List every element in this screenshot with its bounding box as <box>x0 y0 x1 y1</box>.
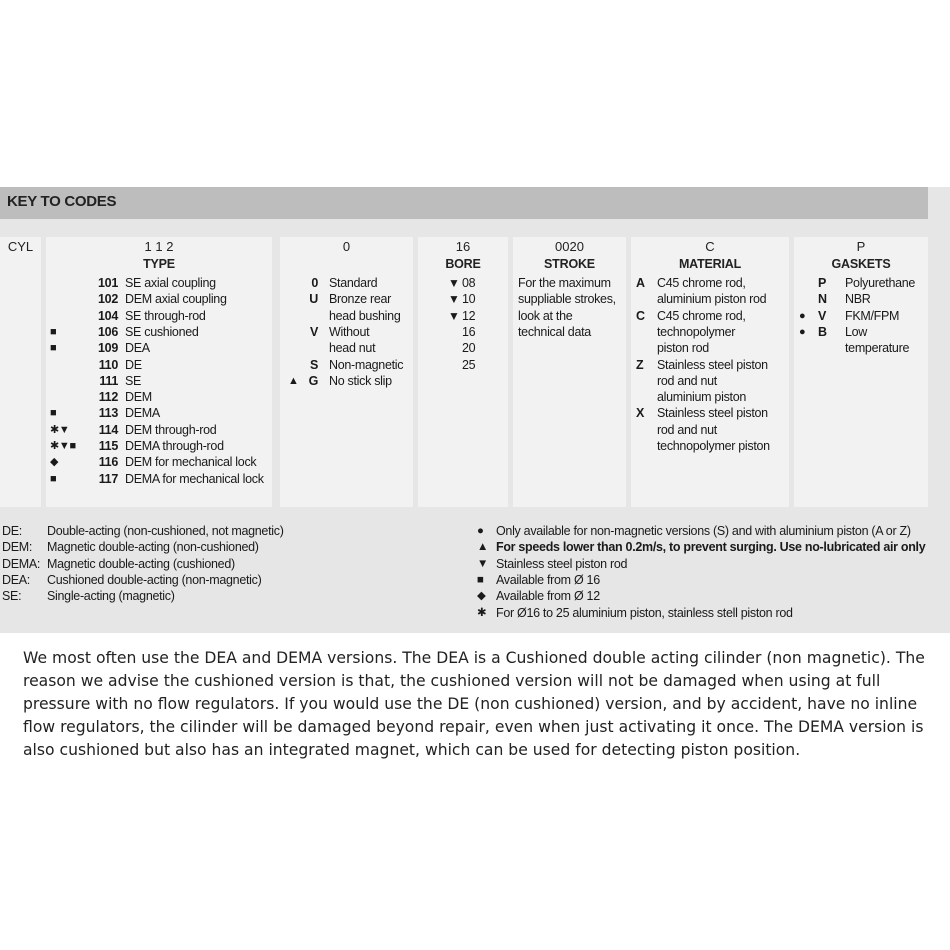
type-item-code: 110 <box>98 357 118 372</box>
type-item-code: 116 <box>98 455 118 470</box>
type-item-desc: SE cushioned <box>125 324 199 339</box>
type-item-code: 114 <box>98 422 118 437</box>
legend-symbol: ■ <box>477 573 484 586</box>
legend-text: Only available for non-magnetic versions (S) and with aluminium piston (A or Z) <box>496 524 911 538</box>
stroke-label: STROKE <box>544 257 595 271</box>
variant-item-code: 0 <box>311 276 318 290</box>
gasket-item-code: P <box>818 276 827 290</box>
type-item-desc: DEM through-rod <box>125 422 217 437</box>
type-item-symbol: ■ <box>50 342 57 355</box>
type-item-symbol: ◆ <box>50 456 59 469</box>
type-item-symbol: ■ <box>50 325 57 338</box>
type-item-desc: SE <box>125 373 142 388</box>
material-item-desc: rod and nut <box>657 422 717 437</box>
type-item-symbol: ✱▼■ <box>50 440 76 452</box>
abbreviation-term: DEA: <box>2 572 30 587</box>
legend-symbol: ✱ <box>477 606 487 619</box>
abbreviation-term: DEM: <box>2 540 33 555</box>
abbreviation-term: SE: <box>2 589 22 604</box>
gasket-item-desc: FKM/FPM <box>845 308 900 323</box>
bore-item-symbol: ▼ <box>448 308 460 323</box>
type-item-desc: DE <box>125 357 142 372</box>
type-item-code: 109 <box>98 341 118 356</box>
type-item-desc: DEM axial coupling <box>125 292 227 307</box>
material-item-code: C <box>636 308 645 323</box>
abbreviation-desc: Magnetic double-acting (cushioned) <box>47 556 235 571</box>
gasket-item-code: N <box>818 292 827 307</box>
type-item-desc: DEA <box>125 341 150 356</box>
legend-text: For Ø16 to 25 aluminium piston, stainless stell piston rod <box>496 605 793 620</box>
gasket-item-code: V <box>818 308 827 323</box>
bore-item-value: 12 <box>462 308 476 323</box>
material-item-desc: technopolymer <box>657 324 736 339</box>
type-item-desc: SE through-rod <box>125 308 206 323</box>
material-item-desc: aluminium piston rod <box>657 292 767 307</box>
type-item-desc: DEMA <box>125 406 160 421</box>
type-item-symbol: ■ <box>50 407 57 420</box>
explanation-note: We most often use the DEA and DEMA versions. The DEA is a Cushioned double acting cilinder (non magnetic). The reason we advise the cushioned version is that, the cushioned version will not be damaged when using at full pressure with no flow regulators. If you would use the DE (non cushioned) version, and by accident, have no inline flow regulators, the cilinder will be damaged beyond repair, even when just activating it once. The DEMA version is also cushioned but also has an integrated magnet, which can be used for detecting piston position. <box>23 649 925 759</box>
material-item-code: X <box>636 406 645 421</box>
variant-item-desc: Standard <box>329 276 378 290</box>
variant-item-desc: No stick slip <box>329 373 392 388</box>
variant-item-code: S <box>309 357 318 372</box>
legend-text: Available from Ø 12 <box>496 589 600 604</box>
material-item-code: Z <box>636 357 644 372</box>
material-item-code: A <box>636 276 645 290</box>
type-item-symbol: ■ <box>50 472 57 485</box>
variant-item-desc: Bronze rear <box>329 292 392 307</box>
type-item-desc: DEMA for mechanical lock <box>125 471 264 486</box>
material-item-desc: C45 chrome rod, <box>657 308 746 323</box>
type-item-desc: DEM for mechanical lock <box>125 455 257 470</box>
bore-item-value: 10 <box>462 292 476 307</box>
type-item-code: 106 <box>98 324 118 339</box>
abbreviation-term: DEMA: <box>2 556 41 571</box>
gasket-item-desc: Low <box>845 324 868 339</box>
material-item-desc: Stainless steel piston <box>657 406 768 421</box>
variant-item-desc: Non-magnetic <box>329 357 404 372</box>
material-item-desc: C45 chrome rod, <box>657 276 746 290</box>
type-item-code: 104 <box>98 308 118 323</box>
abbreviation-desc: Single-acting (magnetic) <box>47 589 175 604</box>
variant-code: 0 <box>342 239 351 254</box>
material-item-desc: Stainless steel piston <box>657 357 768 372</box>
gaskets-code: P <box>856 239 866 254</box>
stroke-line: technical data <box>518 324 591 339</box>
type-item-symbol: ✱▼ <box>50 423 70 436</box>
variant-item-code: V <box>309 324 318 339</box>
gasket-item-desc: NBR <box>845 292 871 307</box>
bore-item-value: 20 <box>462 341 476 356</box>
material-item-desc: rod and nut <box>657 373 717 388</box>
legend-symbol: ◆ <box>477 590 486 603</box>
type-item-code: 117 <box>98 471 118 486</box>
bore-item-value: 25 <box>462 357 476 372</box>
type-item-desc: SE axial coupling <box>125 276 216 290</box>
type-label: TYPE <box>143 257 175 271</box>
gasket-item-symbol: ● <box>799 325 806 338</box>
abbreviation-desc: Magnetic double-acting (non-cushioned) <box>47 540 259 555</box>
type-item-code: 112 <box>98 390 118 405</box>
bore-item-value: 08 <box>462 276 476 290</box>
variant-item-code: U <box>309 292 318 307</box>
type-code: 1 1 2 <box>144 239 174 254</box>
legend-symbol: ● <box>477 525 484 537</box>
bore-item-value: 16 <box>462 324 476 339</box>
type-item-desc: DEMA through-rod <box>125 439 224 453</box>
abbreviation-term: DE: <box>2 524 22 538</box>
bore-code: 16 <box>455 239 471 254</box>
legend-text: Available from Ø 16 <box>496 572 600 587</box>
variant-item-desc: head bushing <box>329 308 401 323</box>
header-bar <box>0 187 928 219</box>
gasket-item-desc: temperature <box>845 341 910 356</box>
variant-item-desc: Without <box>329 324 370 339</box>
page-title: KEY TO CODES <box>7 193 117 210</box>
cyl-column <box>0 237 41 507</box>
type-item-code: 113 <box>98 406 118 421</box>
legend-text: Stainless steel piston rod <box>496 556 628 571</box>
type-item-code: 102 <box>98 292 118 307</box>
cyl-code: CYL <box>7 239 34 254</box>
abbreviation-desc: Cushioned double-acting (non-magnetic) <box>47 572 262 587</box>
stroke-line: For the maximum <box>518 276 611 290</box>
abbreviation-desc: Double-acting (non-cushioned, not magnetic) <box>47 524 284 538</box>
type-item-code: 101 <box>98 276 118 290</box>
stroke-code: 0020 <box>555 239 584 254</box>
material-item-desc: technopolymer piston <box>657 439 770 453</box>
gasket-item-code: B <box>818 324 827 339</box>
gasket-item-desc: Polyurethane <box>845 276 916 290</box>
type-item-code: 115 <box>98 439 118 453</box>
stroke-line: suppliable strokes, <box>518 292 616 307</box>
material-item-desc: piston rod <box>657 341 709 356</box>
material-label: MATERIAL <box>678 257 742 271</box>
legend-symbol: ▲ <box>477 541 489 554</box>
variant-item-desc: head nut <box>329 341 376 356</box>
material-item-desc: aluminium piston <box>657 390 746 405</box>
stroke-line: look at the <box>518 308 573 323</box>
bore-label: BORE <box>445 257 481 271</box>
material-code: C <box>705 239 715 254</box>
bore-item-symbol: ▼ <box>448 292 460 307</box>
bore-item-symbol: ▼ <box>448 276 460 290</box>
gasket-item-symbol: ● <box>799 309 806 322</box>
legend-symbol: ▼ <box>477 557 489 570</box>
gaskets-label: GASKETS <box>831 257 891 271</box>
type-item-code: 111 <box>99 373 118 388</box>
legend-text: For speeds lower than 0.2m/s, to prevent surging. Use no-lubricated air only <box>496 540 926 555</box>
variant-item-symbol: ▲ <box>288 374 299 387</box>
type-item-desc: DEM <box>125 390 152 405</box>
variant-item-code: G <box>308 373 318 388</box>
